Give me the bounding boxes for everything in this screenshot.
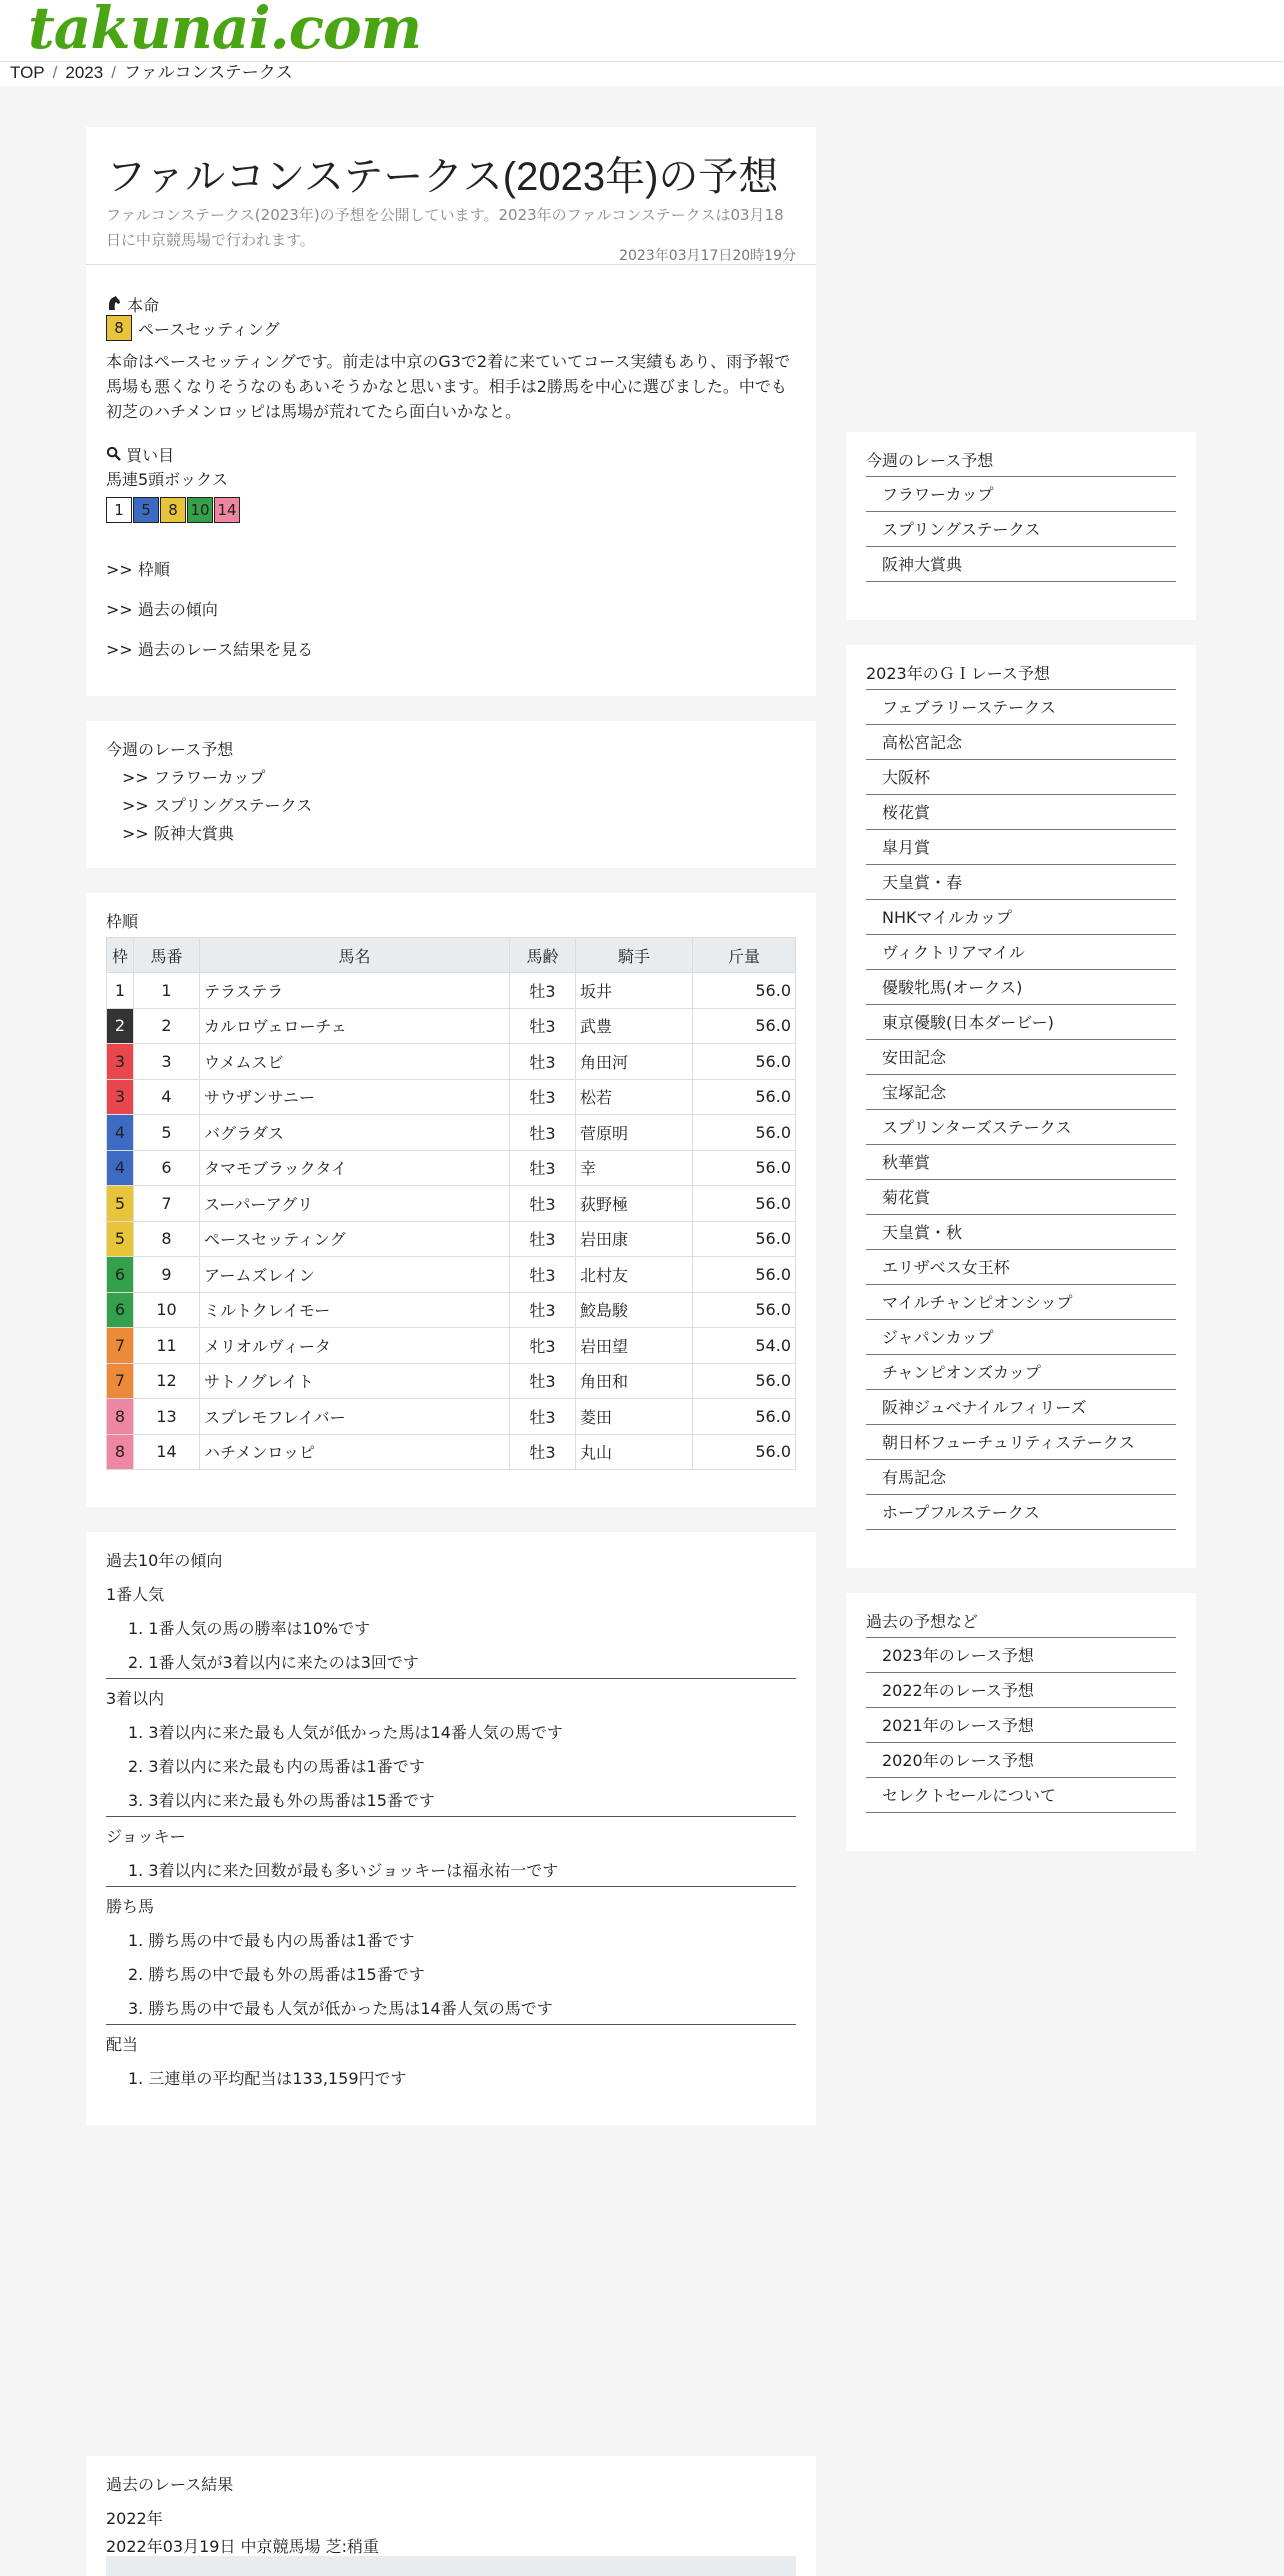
jockey-cell: 北村友 — [576, 1257, 693, 1293]
umaban-cell: 2 — [134, 1008, 200, 1044]
weight-cell: 56.0 — [693, 1221, 796, 1257]
jockey-cell: 丸山 — [576, 1434, 693, 1470]
weight-cell: 56.0 — [693, 1434, 796, 1470]
past-results-card — [86, 2456, 816, 2576]
col-age: 馬齢 — [510, 938, 576, 973]
jockey-cell: 武豊 — [576, 1008, 693, 1044]
waku-cell: 3 — [107, 1044, 134, 1080]
result-race-info: 2022年03月19日 中京競馬場 芝:稍重 — [106, 2537, 380, 2556]
table-row — [107, 1044, 796, 1080]
sidebar-g1-card — [846, 645, 1196, 1568]
table-row — [107, 1434, 796, 1470]
jockey-cell: 坂井 — [576, 973, 693, 1009]
age-cell: 牡3 — [510, 1221, 576, 1257]
sidebar-past-card — [846, 1593, 1196, 1851]
jockey-cell: 菅原明 — [576, 1115, 693, 1151]
divider — [106, 1678, 796, 1679]
weight-cell: 56.0 — [693, 1292, 796, 1328]
weight-cell: 56.0 — [693, 1079, 796, 1115]
age-cell: 牡3 — [510, 1150, 576, 1186]
week-races-title: 今週のレース予想 — [106, 740, 234, 759]
trend-item: 1. 勝ち馬の中で最も内の馬番は1番です — [128, 1931, 415, 1950]
kaime-heading — [106, 443, 174, 466]
page-lead: ファルコンステークス(2023年)の予想を公開しています。2023年のファルコンステークスは03月18日に中京競馬場で行われます。 — [106, 206, 784, 249]
umaban-cell: 1 — [134, 973, 200, 1009]
umaban-cell: 6 — [134, 1150, 200, 1186]
trend-heading: 配当 — [106, 2035, 139, 2054]
jockey-cell: 菱田 — [576, 1399, 693, 1435]
umaban-cell: 3 — [134, 1044, 200, 1080]
horse-name-cell: タマモブラックタイ — [200, 1150, 510, 1186]
post-position-card — [86, 893, 816, 1507]
weight-cell: 56.0 — [693, 1115, 796, 1151]
jockey-cell: 荻野極 — [576, 1186, 693, 1222]
link-past-results[interactable]: >> 過去のレース結果を見る — [106, 640, 314, 659]
jockey-cell: 岩田康 — [576, 1221, 693, 1257]
past-results-title: 過去のレース結果 — [106, 2475, 234, 2494]
horse-name-cell: スーパーアグリ — [200, 1186, 510, 1222]
trend-heading: 勝ち馬 — [106, 1897, 155, 1916]
col-umaban: 馬番 — [134, 938, 200, 973]
sidebar-week-card — [846, 432, 1196, 620]
table-row — [107, 973, 796, 1009]
table-row — [107, 1363, 796, 1399]
horse-name-cell: テラステラ — [200, 973, 510, 1009]
table-row — [107, 1399, 796, 1435]
waku-cell: 8 — [107, 1399, 134, 1435]
waku-cell: 2 — [107, 1008, 134, 1044]
honmei-label: 本命 — [127, 296, 160, 315]
horse-icon — [106, 296, 122, 315]
sidebar-link[interactable]: 朝日杯フューチュリティステークス — [866, 1425, 1176, 1460]
result-year: 2022年 — [106, 2509, 163, 2528]
horse-name-cell: ペースセッティング — [200, 1221, 510, 1257]
weight-cell: 56.0 — [693, 1044, 796, 1080]
kaime-number: 14 — [214, 497, 240, 523]
result-table-header — [106, 2556, 796, 2576]
sidebar-link[interactable]: 2022年のレース予想 — [866, 1673, 1176, 1708]
waku-cell: 5 — [107, 1186, 134, 1222]
trend-heading: 1番人気 — [106, 1585, 165, 1604]
horse-name-cell: サトノグレイト — [200, 1363, 510, 1399]
kaime-number: 8 — [160, 497, 186, 523]
page-title: ファルコンステークス(2023年)の予想 — [106, 155, 779, 199]
honmei-horse — [106, 315, 280, 341]
trend-item: 2. 1番人気が3着以内に来たのは3回です — [128, 1653, 419, 1672]
sidebar-link[interactable]: スプリンターズステークス — [866, 1110, 1176, 1145]
sidebar-link[interactable]: 東京優駿(日本ダービー) — [866, 1005, 1176, 1040]
table-row — [107, 1008, 796, 1044]
umaban-cell: 10 — [134, 1292, 200, 1328]
age-cell: 牡3 — [510, 1008, 576, 1044]
link-trends[interactable]: >> 過去の傾向 — [106, 600, 218, 619]
week-race-link[interactable]: >> 阪神大賞典 — [122, 824, 234, 843]
week-race-link[interactable]: >> フラワーカップ — [122, 768, 266, 787]
table-row — [107, 1079, 796, 1115]
post-position-title: 枠順 — [106, 912, 139, 931]
sidebar-link[interactable]: スプリングステークス — [866, 512, 1176, 547]
sidebar-link[interactable]: 高松宮記念 — [866, 725, 1176, 760]
trend-item: 1. 1番人気の馬の勝率は10%です — [128, 1619, 371, 1638]
trend-item: 3. 勝ち馬の中で最も人気が低かった馬は14番人気の馬です — [128, 1999, 553, 2018]
age-cell: 牡3 — [510, 1363, 576, 1399]
age-cell: 牡3 — [510, 1044, 576, 1080]
trend-item: 1. 三連単の平均配当は133,159円です — [128, 2069, 407, 2088]
honmei-number-badge: 8 — [106, 315, 132, 341]
breadcrumb-current: ファルコンステークス — [123, 63, 293, 82]
sidebar-g1-title: 2023年のＧＩレース予想 — [866, 664, 1050, 683]
horse-name-cell: カルロヴェローチェ — [200, 1008, 510, 1044]
jockey-cell: 鮫島駿 — [576, 1292, 693, 1328]
age-cell: 牡3 — [510, 1434, 576, 1470]
sidebar-g1-list — [866, 689, 1176, 1530]
waku-cell: 4 — [107, 1150, 134, 1186]
sidebar-link[interactable]: 皐月賞 — [866, 830, 1176, 865]
sidebar-link[interactable]: チャンピオンズカップ — [866, 1355, 1176, 1390]
age-cell: 牡3 — [510, 1292, 576, 1328]
sidebar-week-list — [866, 476, 1176, 582]
age-cell: 牡3 — [510, 1399, 576, 1435]
site-header — [0, 0, 1284, 62]
horse-name-cell: メリオルヴィータ — [200, 1328, 510, 1364]
age-cell: 牝3 — [510, 1328, 576, 1364]
trend-item: 2. 3着以内に来た最も内の馬番は1番です — [128, 1757, 425, 1776]
weight-cell: 56.0 — [693, 1186, 796, 1222]
prediction-comment: 本命はペースセッティングです。前走は中京のG3で2着に来ていてコース実績もあり、雨予報で馬場も悪くなりそうなのもあいそうかなと思います。相手は2勝馬を中心に選びました。中でも初芝のハチメンロッピは馬場が荒れてたら面白いかなと。 — [106, 352, 791, 421]
umaban-cell: 11 — [134, 1328, 200, 1364]
search-icon — [106, 446, 121, 465]
post-position-table — [106, 937, 796, 1470]
jockey-cell: 岩田望 — [576, 1328, 693, 1364]
trend-item: 1. 3着以内に来た最も人気が低かった馬は14番人気の馬です — [128, 1723, 563, 1742]
table-row — [107, 1186, 796, 1222]
sidebar-link[interactable]: 大阪杯 — [866, 760, 1176, 795]
waku-cell: 6 — [107, 1292, 134, 1328]
kaime-type: 馬連5頭ボックス — [106, 470, 229, 489]
waku-cell: 7 — [107, 1328, 134, 1364]
weight-cell: 56.0 — [693, 1008, 796, 1044]
trend-heading: 3着以内 — [106, 1689, 165, 1708]
sidebar-link[interactable]: 菊花賞 — [866, 1180, 1176, 1215]
umaban-cell: 8 — [134, 1221, 200, 1257]
sidebar-week-title: 今週のレース予想 — [866, 451, 994, 470]
umaban-cell: 5 — [134, 1115, 200, 1151]
sidebar-link[interactable]: 桜花賞 — [866, 795, 1176, 830]
prediction-card — [86, 127, 816, 696]
waku-cell: 8 — [107, 1434, 134, 1470]
breadcrumb-top[interactable]: TOP — [10, 63, 45, 82]
week-races-card — [86, 721, 816, 868]
jockey-cell: 角田河 — [576, 1044, 693, 1080]
breadcrumb: TOP / 2023 / ファルコンステークス — [0, 62, 1284, 86]
waku-cell: 6 — [107, 1257, 134, 1293]
divider — [86, 264, 816, 265]
trend-item: 2. 勝ち馬の中で最も外の馬番は15番です — [128, 1965, 425, 1984]
col-jockey: 騎手 — [576, 938, 693, 973]
umaban-cell: 4 — [134, 1079, 200, 1115]
age-cell: 牡3 — [510, 1257, 576, 1293]
sidebar-link[interactable]: エリザベス女王杯 — [866, 1250, 1176, 1285]
publish-date: 2023年03月17日20時19分 — [619, 248, 796, 264]
sidebar-link[interactable]: フラワーカップ — [866, 477, 1176, 512]
jockey-cell: 松若 — [576, 1079, 693, 1115]
sidebar-link[interactable]: ホープフルステークス — [866, 1495, 1176, 1530]
age-cell: 牡3 — [510, 1115, 576, 1151]
table-row — [107, 1221, 796, 1257]
sidebar-link[interactable]: ヴィクトリアマイル — [866, 935, 1176, 970]
age-cell: 牡3 — [510, 1079, 576, 1115]
horse-name-cell: バグラダス — [200, 1115, 510, 1151]
horse-name-cell: ウメムスビ — [200, 1044, 510, 1080]
sidebar-link[interactable]: 天皇賞・春 — [866, 865, 1176, 900]
weight-cell: 56.0 — [693, 973, 796, 1009]
sidebar-link[interactable]: 天皇賞・秋 — [866, 1215, 1176, 1250]
horse-name-cell: アームズレイン — [200, 1257, 510, 1293]
weight-cell: 56.0 — [693, 1399, 796, 1435]
trend-heading: ジョッキー — [106, 1827, 186, 1846]
link-wakujun[interactable]: >> 枠順 — [106, 560, 170, 579]
sidebar-link[interactable]: NHKマイルカップ — [866, 900, 1176, 935]
waku-cell: 1 — [107, 973, 134, 1009]
sidebar-link[interactable]: ジャパンカップ — [866, 1320, 1176, 1355]
col-waku: 枠 — [107, 938, 134, 973]
sidebar-link[interactable]: 有馬記念 — [866, 1460, 1176, 1495]
sidebar-link[interactable]: 阪神ジュベナイルフィリーズ — [866, 1390, 1176, 1425]
horse-name-cell: サウザンサニー — [200, 1079, 510, 1115]
site-logo[interactable]: takunai.com — [28, 0, 422, 62]
sidebar-link[interactable]: 2020年のレース予想 — [866, 1743, 1176, 1778]
divider — [106, 2024, 796, 2025]
kaime-label: 買い目 — [126, 446, 175, 465]
weight-cell: 56.0 — [693, 1363, 796, 1399]
umaban-cell: 7 — [134, 1186, 200, 1222]
sidebar-link[interactable]: 安田記念 — [866, 1040, 1176, 1075]
sidebar-link[interactable]: 2023年のレース予想 — [866, 1638, 1176, 1673]
kaime-numbers — [106, 497, 241, 523]
trend-item: 1. 3着以内に来た回数が最も多いジョッキーは福永祐一です — [128, 1861, 559, 1880]
sidebar-link[interactable]: 宝塚記念 — [866, 1075, 1176, 1110]
trends-title: 過去10年の傾向 — [106, 1551, 223, 1570]
divider — [106, 1816, 796, 1817]
weight-cell: 54.0 — [693, 1328, 796, 1364]
kaime-number: 5 — [133, 497, 159, 523]
waku-cell: 7 — [107, 1363, 134, 1399]
table-row — [107, 1150, 796, 1186]
breadcrumb-year[interactable]: 2023 — [65, 63, 104, 82]
weight-cell: 56.0 — [693, 1150, 796, 1186]
honmei-name: ペースセッティング — [138, 319, 280, 339]
sidebar-link[interactable]: 阪神大賞典 — [866, 547, 1176, 582]
sidebar-link[interactable]: 優駿牝馬(オークス) — [866, 970, 1176, 1005]
kaime-number: 10 — [187, 497, 213, 523]
waku-cell: 5 — [107, 1221, 134, 1257]
horse-name-cell: ハチメンロッピ — [200, 1434, 510, 1470]
umaban-cell: 13 — [134, 1399, 200, 1435]
age-cell: 牡3 — [510, 1186, 576, 1222]
table-header-row — [107, 938, 796, 973]
honmei-heading — [106, 293, 159, 316]
table-row — [107, 1115, 796, 1151]
table-row — [107, 1328, 796, 1364]
sidebar-past-list — [866, 1637, 1176, 1813]
jockey-cell: 幸 — [576, 1150, 693, 1186]
sidebar-link[interactable]: マイルチャンピオンシップ — [866, 1285, 1176, 1320]
jockey-cell: 角田和 — [576, 1363, 693, 1399]
umaban-cell: 9 — [134, 1257, 200, 1293]
age-cell: 牡3 — [510, 973, 576, 1009]
table-row — [107, 1292, 796, 1328]
sidebar-link[interactable]: フェブラリーステークス — [866, 690, 1176, 725]
sidebar-past-title: 過去の予想など — [866, 1612, 979, 1631]
divider — [106, 1886, 796, 1887]
horse-name-cell: スプレモフレイバー — [200, 1399, 510, 1435]
horse-name-cell: ミルトクレイモー — [200, 1292, 510, 1328]
umaban-cell: 14 — [134, 1434, 200, 1470]
table-row — [107, 1257, 796, 1293]
col-name: 馬名 — [200, 938, 510, 973]
sidebar-link[interactable]: 2021年のレース予想 — [866, 1708, 1176, 1743]
waku-cell: 4 — [107, 1115, 134, 1151]
trends-card — [86, 1532, 816, 2125]
weight-cell: 56.0 — [693, 1257, 796, 1293]
waku-cell: 3 — [107, 1079, 134, 1115]
col-weight: 斤量 — [693, 938, 796, 973]
kaime-number: 1 — [106, 497, 132, 523]
sidebar-link[interactable]: 秋華賞 — [866, 1145, 1176, 1180]
sidebar-link[interactable]: セレクトセールについて — [866, 1778, 1176, 1813]
umaban-cell: 12 — [134, 1363, 200, 1399]
week-race-link[interactable]: >> スプリングステークス — [122, 796, 313, 815]
trend-item: 3. 3着以内に来た最も外の馬番は15番です — [128, 1791, 435, 1810]
